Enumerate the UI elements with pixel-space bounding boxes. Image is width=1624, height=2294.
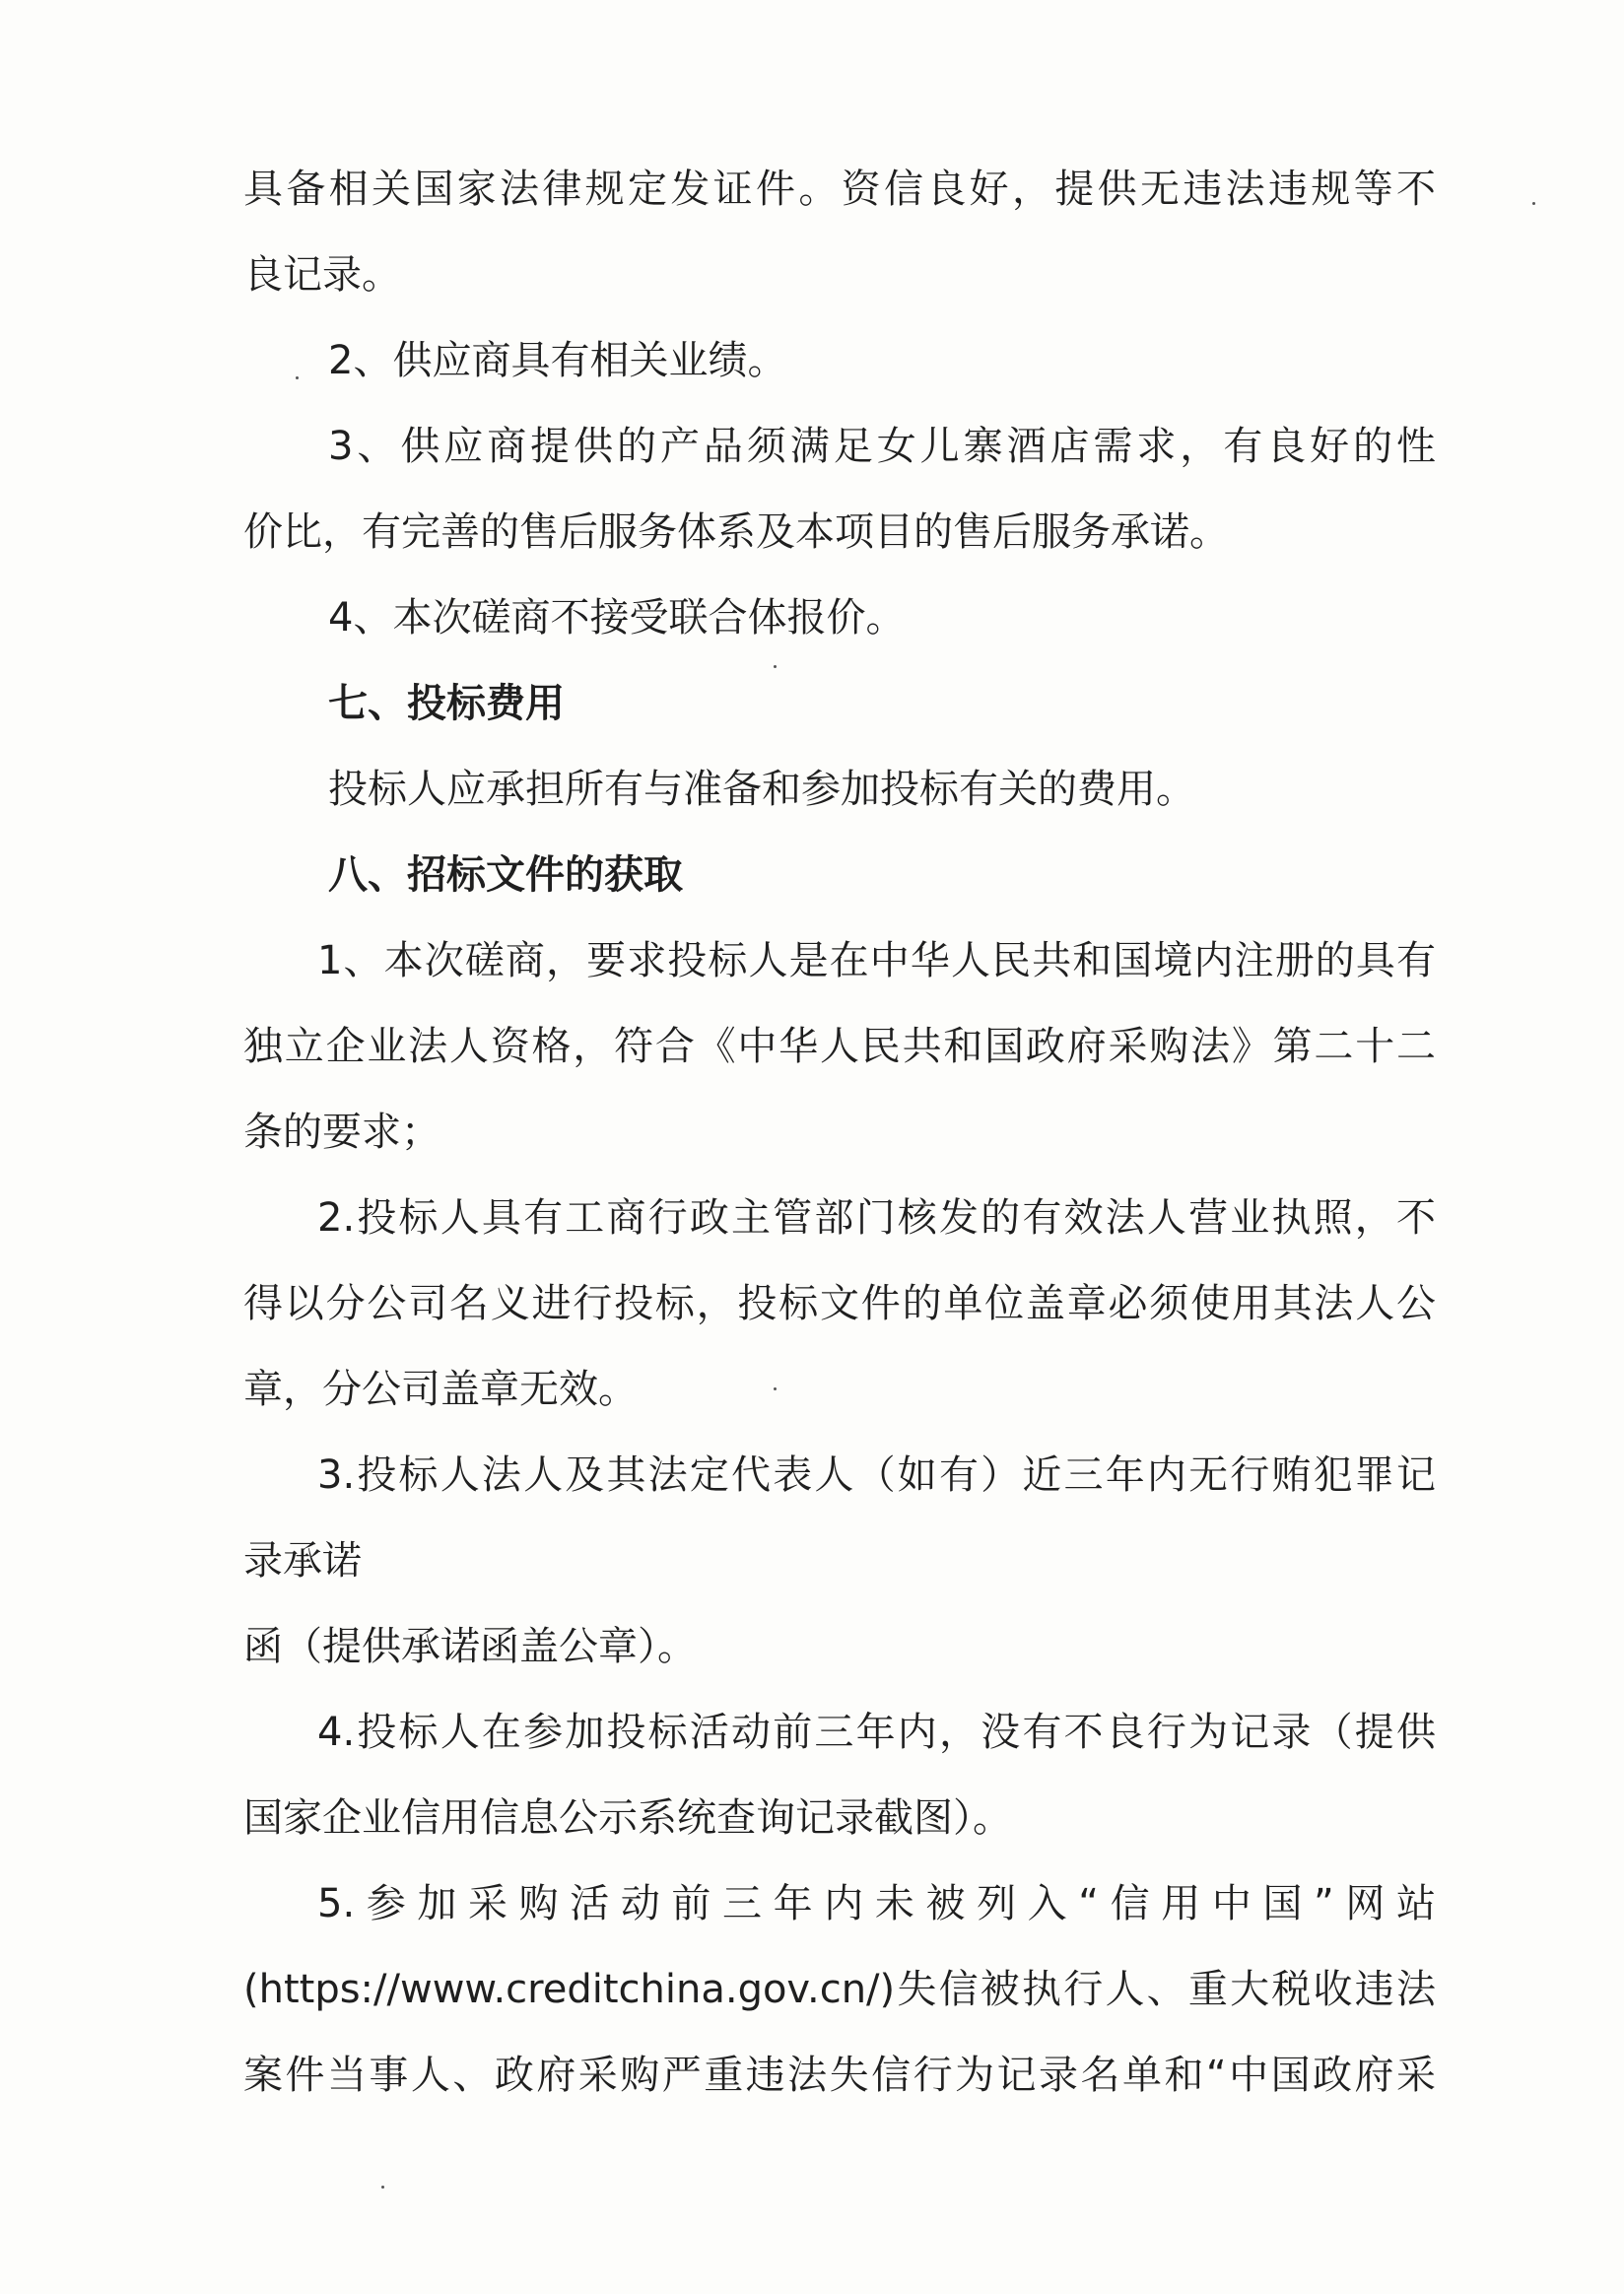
section-8-item-3-line-2: 录承诺 (243, 1538, 362, 1584)
section-8-item-5-line-2: (https://www.creditchina.gov.cn/)失信被执行人、重大税收违法 (243, 1967, 1436, 2012)
section-8-item-4-line-2: 国家企业信用信息公示系统查询记录截图）。 (243, 1795, 1012, 1841)
paragraph-line-1: 具备相关国家法律规定发证件。资信良好，提供无违法违规等不 (243, 167, 1436, 212)
section-8-item-5-line-1: 5.参加采购活动前三年内未被列入“信用中国”网站 (317, 1881, 1436, 1926)
section-8-item-4-line-1: 4.投标人在参加投标活动前三年内，没有不良行为记录（提供 (317, 1710, 1436, 1755)
list-item-2: 2、供应商具有相关业绩。 (328, 338, 787, 383)
section-8-item-2-line-2: 得以分公司名义进行投标，投标文件的单位盖章必须使用其法人公 (243, 1281, 1436, 1326)
section-7-body: 投标人应承担所有与准备和参加投标有关的费用。 (328, 767, 1195, 812)
list-item-3-line-2: 价比，有完善的售后服务体系及本项目的售后服务承诺。 (243, 509, 1229, 555)
scan-speck (296, 376, 299, 379)
section-8-item-1-line-3: 条的要求； (243, 1110, 440, 1155)
section-8-item-2-line-1: 2.投标人具有工商行政主管部门核发的有效法人营业执照，不 (317, 1195, 1436, 1241)
section-8-item-5-line-3: 案件当事人、政府采购严重违法失信行为记录名单和“中国政府采 (243, 2053, 1436, 2098)
section-heading-8: 八、招标文件的获取 (328, 852, 683, 898)
section-heading-7: 七、投标费用 (328, 681, 565, 726)
section-8-item-1-line-1: 1、本次磋商，要求投标人是在中华人民共和国境内注册的具有 (317, 938, 1436, 983)
paragraph-line-2: 良记录。 (243, 252, 401, 298)
scan-speck (774, 1387, 777, 1390)
list-item-3-line-1: 3、供应商提供的产品须满足女儿寨酒店需求，有良好的性 (328, 424, 1436, 469)
list-item-4: 4、本次磋商不接受联合体报价。 (328, 595, 906, 641)
section-8-item-3-line-3: 函（提供承诺函盖公章）。 (243, 1624, 697, 1669)
section-8-item-3-line-1: 3.投标人法人及其法定代表人（如有）近三年内无行贿犯罪记 (317, 1452, 1436, 1498)
section-8-item-1-line-2: 独立企业法人资格，符合《中华人民共和国政府采购法》第二十二 (243, 1024, 1436, 1069)
scan-speck (774, 665, 777, 668)
scan-speck (1532, 202, 1535, 205)
section-8-item-2-line-3: 章，分公司盖章无效。 (243, 1367, 638, 1412)
scan-speck (381, 2186, 384, 2189)
